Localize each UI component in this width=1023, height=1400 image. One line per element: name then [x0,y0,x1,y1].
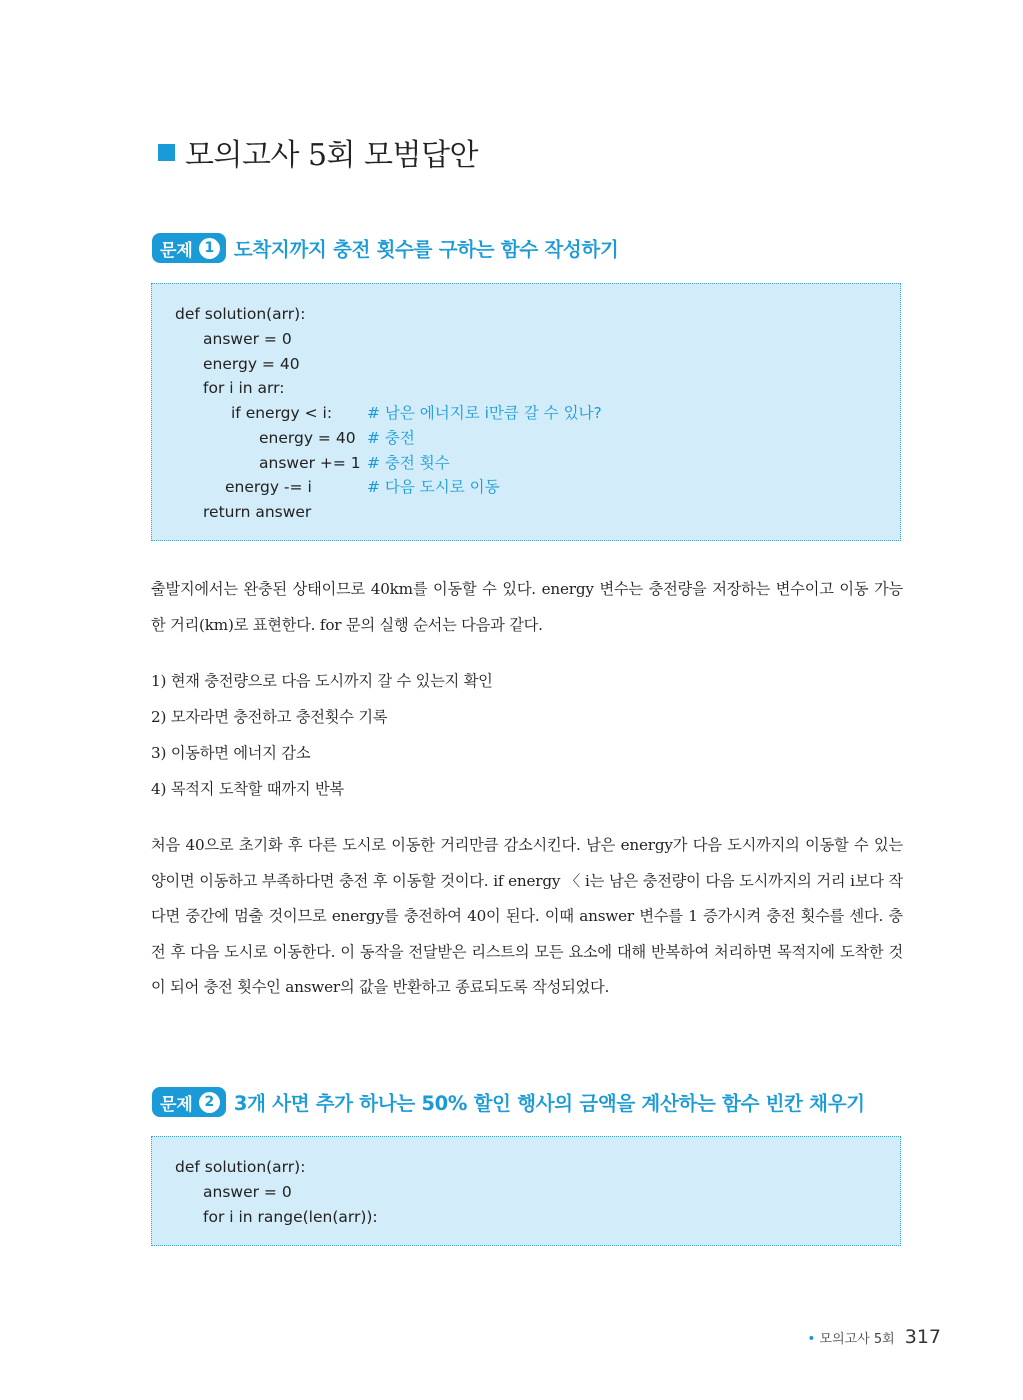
page-footer [807,1326,941,1348]
step-item: 2) 모자라면 충전하고 충전횟수 기록 [151,708,388,726]
problem-title: 3개 사면 추가 하나는 50% 할인 행사의 금액을 계산하는 함수 빈칸 채우기 [233,1092,865,1115]
code-line: energy -= i [225,478,312,496]
page-title-block [158,130,478,174]
step-item: 1) 현재 충전량으로 다음 도시까지 갈 수 있는지 확인 [151,672,493,690]
footer-label: 모의고사 5회 [819,1332,895,1347]
code-comment: # 남은 에너지로 i만큼 갈 수 있나? [367,404,602,422]
problem-badge [152,233,226,263]
code-line: for i in range(len(arr)): [203,1208,378,1226]
problem-badge-label: 문제 [160,240,193,261]
step-item: 4) 목적지 도착할 때까지 반복 [151,780,344,798]
code-line: for i in arr: [203,379,285,397]
page-number: 317 [904,1326,941,1348]
code-line: if energy < i: [231,404,333,422]
problem-number-icon: 1 [199,238,220,259]
problem-2-header [152,1087,865,1117]
code-line: def solution(arr): [175,305,306,323]
problem-badge [152,1087,226,1117]
title-square-icon [158,144,175,161]
code-comment: # 충전 [367,429,415,447]
code-line: return answer [203,503,312,521]
code-line: answer = 0 [203,330,292,348]
code-line: answer = 0 [203,1183,292,1201]
code-block-2 [151,1136,901,1246]
step-item: 3) 이동하면 에너지 감소 [151,744,311,762]
problem-1-header [152,233,619,263]
explanation-paragraph: 출발지에서는 완충된 상태이므로 40km를 이동할 수 있다. energy 변수는 충전량을 저장하는 변수이고 이동 가능한 거리(km)로 표현한다. for 문의 실행 순서는 다음과 같다. [151,580,903,634]
explanation-paragraph: 처음 40으로 초기화 후 다른 도시로 이동한 거리만큼 감소시킨다. 남은 energy가 다음 도시까지의 이동할 수 있는 양이면 이동하고 부족하다면 충전 후 이동할 것이다. if energy 〈 i는 남은 충전량이 다음 도시까지의 거리 i보다 작다면 중간에 멈출 것이므로 energy를 충전하여 40이 된다. 이때 answer 변수를 1 증가시켜 충전 횟수를 센다. 충전 후 다음 도시로 이동한다. 이 동작을 전달받은 리스트의 모든 요소에 대해 반복하여 처리하면 목적지에 도착한 것이 되어 충전 횟수인 answer의 값을 반환하고 종료되도록 작성되었다. [151,836,903,996]
problem-number-icon: 2 [199,1092,220,1113]
code-comment: # 충전 횟수 [367,454,450,472]
code-line: energy = 40 [259,429,356,447]
code-line: answer += 1 [259,454,361,472]
code-block-1 [151,283,901,541]
problem-title: 도착지까지 충전 횟수를 구하는 함수 작성하기 [233,238,619,261]
problem-badge-label: 문제 [160,1094,193,1115]
code-line: def solution(arr): [175,1158,306,1176]
page-title: 모의고사 5회 모범답안 [185,138,478,173]
code-comment: # 다음 도시로 이동 [367,478,500,496]
code-line: energy = 40 [203,355,300,373]
bullet-icon: • [807,1331,816,1347]
